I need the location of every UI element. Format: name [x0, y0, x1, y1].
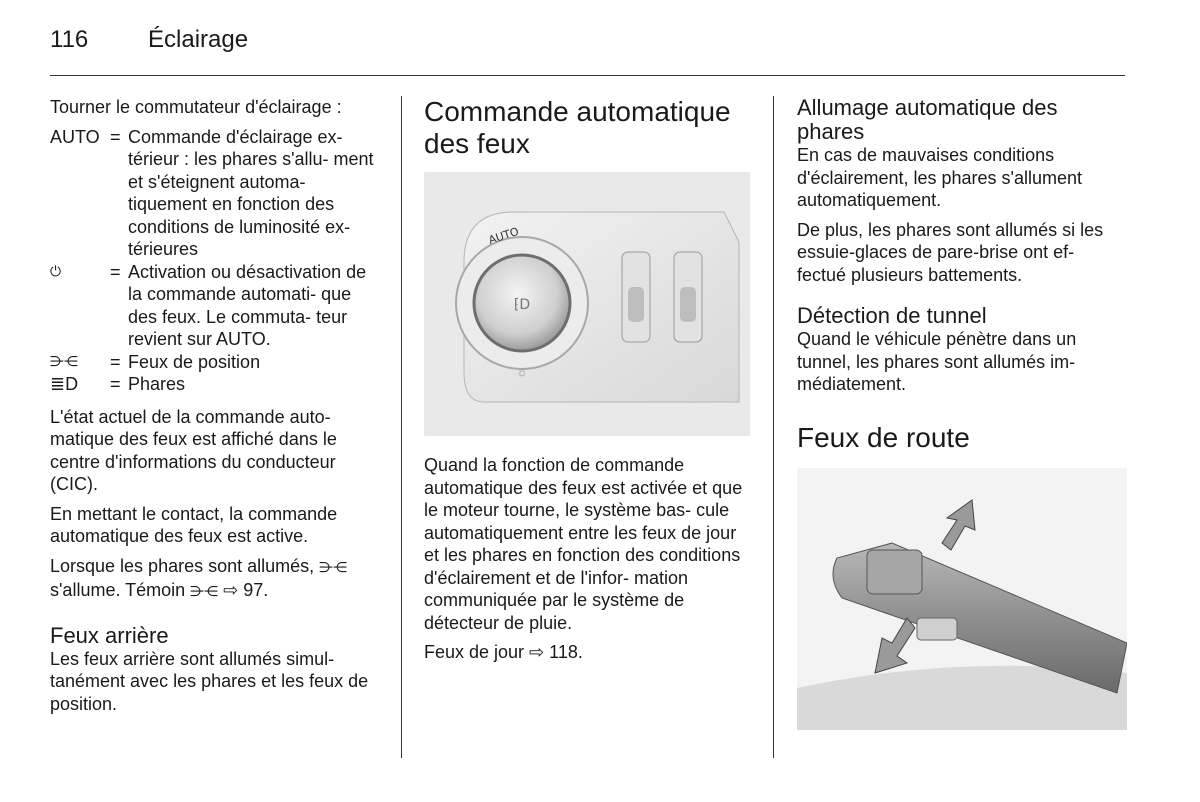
def-auto: [50, 126, 382, 261]
page-title: Éclairage: [148, 26, 249, 53]
auto-label: AUTO: [486, 224, 521, 247]
heading-auto-lights: Commande automatique des feux: [424, 96, 731, 159]
paragraph-auto-headlights: En cas de mauvaises conditions d'éclairement, les phares s'allument automatiquement.: [797, 145, 1083, 210]
power-icon: ⏻: [50, 263, 62, 280]
header-rule: [50, 75, 1125, 76]
light-switch-illustration: [424, 172, 750, 436]
paragraph-daytime-lights[interactable]: Feux de jour ⇨ 118.: [424, 642, 583, 662]
equals-sign: =: [110, 261, 121, 282]
symbol-definition-list: [50, 126, 382, 396]
page-reference-link[interactable]: ⇨ 97.: [218, 580, 269, 600]
heading-auto-headlights: Allumage automatique des phares: [797, 95, 1058, 144]
heading-tunnel-detection: Détection de tunnel: [797, 303, 987, 328]
headlights-icon: ≣D: [50, 374, 79, 394]
position-lights-icon: ⋺⋲: [190, 584, 219, 600]
paragraph-auto-switch: Quand la fonction de commande automatique des feux est activée et que le moteur tourne, le système bas- cule automatiquement entre les feux de jour et les phares en fonction des conditions d'éclairement et de l'infor- mation communiquée par le système de détecteur de pluie.: [424, 455, 743, 633]
paragraph-wipers: De plus, les phares sont allumés si les essuie-glaces de pare-brise ont ef- fectué plusieurs battements.: [797, 219, 1104, 285]
thumbwheel-left-grip: [628, 287, 644, 322]
equals-sign: =: [110, 351, 121, 372]
paragraph-tunnel: Quand le véhicule pénètre dans un tunnel, les phares sont allumés im- médiatement.: [797, 329, 1077, 394]
def-headlights: [50, 373, 382, 396]
arrow-push-icon: [942, 500, 975, 550]
def-headlights-text: Phares: [128, 374, 186, 394]
illumination-icon: ☼: [516, 365, 528, 379]
stalk-button[interactable]: [917, 618, 957, 640]
fog-light-icon: ⁅D: [513, 297, 531, 313]
intro-text: Tourner le commutateur d'éclairage :: [50, 97, 342, 117]
column-2: [424, 96, 754, 671]
column-divider-1: [401, 96, 402, 758]
position-lights-icon: ⋺⋲: [319, 559, 348, 576]
column-1: [50, 96, 382, 722]
heading-rear-lights: Feux arrière: [50, 622, 169, 648]
equals-sign: =: [110, 126, 121, 147]
paragraph-status: L'état actuel de la commande auto- matique des feux est affiché dans le centre d'informations du conducteur (CIC).: [50, 406, 337, 494]
def-power-auto: AUTO: [216, 329, 266, 349]
def-power-text-c: .: [265, 329, 271, 349]
paragraph-rear-lights: Les feux arrière sont allumés simul- tanément avec les phares et les feux de position.: [50, 648, 369, 714]
stalk-figure: [797, 468, 1127, 730]
thumbwheel-right-grip: [680, 287, 696, 322]
def-position-lights: [50, 351, 382, 374]
position-lights-icon: ⋺⋲: [50, 353, 78, 370]
auto-symbol: AUTO: [50, 126, 100, 147]
column-3: [797, 96, 1127, 730]
def-auto-text: Commande d'éclairage ex- térieur : les phares s'allu- ment et s'éteignent automa- tiquement en fonction des conditions de luminosité ex- térieures: [128, 126, 374, 259]
page-number: 116: [50, 26, 89, 53]
p3-text-b: s'allume. Témoin: [50, 580, 191, 600]
paragraph-indicator: [50, 555, 382, 604]
stalk-ring[interactable]: [867, 550, 922, 594]
stalk-illustration: [797, 468, 1127, 730]
def-position-lights-text: Feux de position: [128, 351, 261, 372]
p3-text-a: Lorsque les phares sont allumés,: [50, 555, 320, 576]
paragraph-ignition: En mettant le contact, la commande automatique des feux est active.: [50, 503, 338, 546]
def-power-text: [128, 261, 382, 351]
arrow-pull-icon: [875, 618, 915, 673]
light-switch-figure: [424, 172, 750, 436]
column-divider-2: [773, 96, 774, 758]
heading-high-beam: Feux de route: [797, 421, 970, 453]
equals-sign: =: [110, 374, 121, 394]
def-power-text-a: Activation ou désactivation de la commande automati- que des feux. Le commuta- teur revient sur: [128, 261, 367, 349]
def-power: [50, 261, 382, 351]
